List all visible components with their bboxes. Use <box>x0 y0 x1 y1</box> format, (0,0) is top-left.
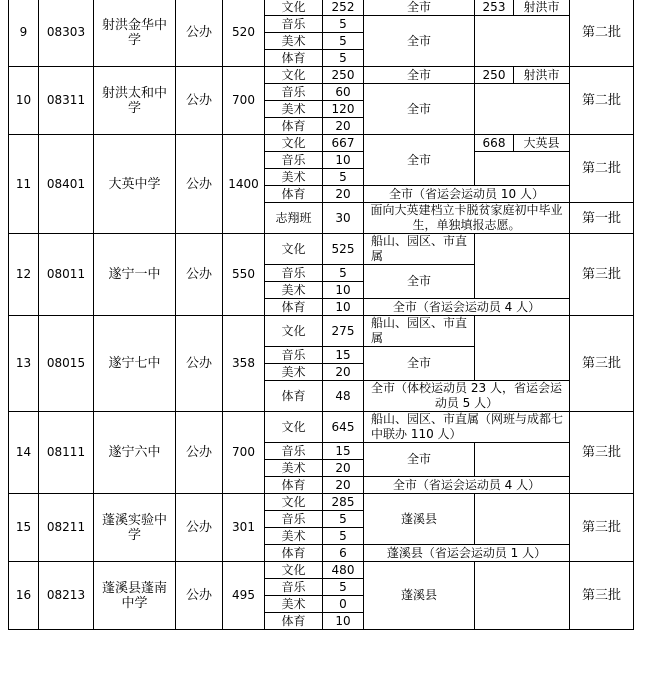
code-cell: 08111 <box>39 412 94 494</box>
quota-count-cell: 253 <box>475 0 514 16</box>
quota-cell <box>475 16 570 67</box>
count-cell: 10 <box>323 299 364 316</box>
batch-cell: 第三批 <box>570 494 634 562</box>
count-cell: 275 <box>323 316 364 347</box>
batch-cell: 第二批 <box>570 67 634 135</box>
count-cell: 15 <box>323 347 364 364</box>
school-type-cell: 公办 <box>176 234 223 316</box>
subject-cell: 音乐 <box>265 579 323 596</box>
batch-cell: 第二批 <box>570 0 634 67</box>
total-quota-cell: 520 <box>223 0 265 67</box>
count-cell: 250 <box>323 67 364 84</box>
table-row <box>9 67 634 84</box>
total-quota-cell: 495 <box>223 562 265 630</box>
subject-cell: 文化 <box>265 135 323 152</box>
subject-cell: 体育 <box>265 381 323 412</box>
count-cell: 252 <box>323 0 364 16</box>
school-type-cell: 公办 <box>176 316 223 412</box>
count-cell: 20 <box>323 118 364 135</box>
scope-cell: 船山、园区、市直属 <box>364 234 475 265</box>
batch-cell: 第三批 <box>570 316 634 412</box>
total-quota-cell: 700 <box>223 67 265 135</box>
scope-cell: 全市（省运会运动员 10 人） <box>364 186 570 203</box>
code-cell: 08211 <box>39 494 94 562</box>
count-cell: 5 <box>323 16 364 33</box>
scope-cell: 全市 <box>364 265 475 299</box>
table-row <box>9 562 634 579</box>
batch-cell: 第三批 <box>570 412 634 494</box>
subject-cell: 音乐 <box>265 84 323 101</box>
scope-cell: 全市 <box>364 16 475 67</box>
table-row <box>9 494 634 511</box>
school-name-cell: 蓬溪县蓬南中学 <box>94 562 176 630</box>
subject-cell: 音乐 <box>265 16 323 33</box>
quota-region-cell: 大英县 <box>514 135 570 152</box>
seq-cell: 10 <box>9 67 39 135</box>
count-cell: 5 <box>323 528 364 545</box>
total-quota-cell: 358 <box>223 316 265 412</box>
count-cell: 285 <box>323 494 364 511</box>
quota-count-cell: 668 <box>475 135 514 152</box>
subject-cell: 音乐 <box>265 265 323 282</box>
seq-cell: 13 <box>9 316 39 412</box>
quota-cell <box>475 234 570 299</box>
subject-cell: 体育 <box>265 186 323 203</box>
count-cell: 20 <box>323 460 364 477</box>
subject-cell: 美术 <box>265 364 323 381</box>
scope-cell: 蓬溪县 <box>364 494 475 545</box>
count-cell: 645 <box>323 412 364 443</box>
quota-region-cell: 射洪市 <box>514 67 570 84</box>
count-cell: 20 <box>323 186 364 203</box>
quota-cell <box>475 562 570 630</box>
seq-cell: 11 <box>9 135 39 234</box>
school-name-cell: 遂宁六中 <box>94 412 176 494</box>
batch-cell: 第二批 <box>570 135 634 203</box>
count-cell: 5 <box>323 579 364 596</box>
school-type-cell: 公办 <box>176 412 223 494</box>
seq-cell: 15 <box>9 494 39 562</box>
table-row <box>9 135 634 152</box>
quota-cell <box>475 84 570 135</box>
count-cell: 120 <box>323 101 364 118</box>
subject-cell: 文化 <box>265 0 323 16</box>
batch-cell: 第三批 <box>570 234 634 316</box>
count-cell: 20 <box>323 477 364 494</box>
quota-cell <box>475 443 570 477</box>
scope-cell: 面向大英建档立卡脱贫家庭初中毕业生，单独填报志愿。 <box>364 203 570 234</box>
count-cell: 30 <box>323 203 364 234</box>
subject-cell: 文化 <box>265 67 323 84</box>
school-name-cell: 遂宁一中 <box>94 234 176 316</box>
code-cell: 08401 <box>39 135 94 234</box>
scope-cell: 全市（省运会运动员 4 人） <box>364 299 570 316</box>
batch-cell: 第一批 <box>570 203 634 234</box>
subject-cell: 美术 <box>265 33 323 50</box>
school-type-cell: 公办 <box>176 562 223 630</box>
count-cell: 20 <box>323 364 364 381</box>
subject-cell: 音乐 <box>265 347 323 364</box>
school-name-cell: 遂宁七中 <box>94 316 176 412</box>
table-row <box>9 0 634 16</box>
count-cell: 5 <box>323 33 364 50</box>
subject-cell: 体育 <box>265 545 323 562</box>
code-cell: 08213 <box>39 562 94 630</box>
school-type-cell: 公办 <box>176 494 223 562</box>
subject-cell: 音乐 <box>265 152 323 169</box>
seq-cell: 14 <box>9 412 39 494</box>
quota-count-cell: 250 <box>475 67 514 84</box>
school-name-cell: 蓬溪实验中学 <box>94 494 176 562</box>
count-cell: 48 <box>323 381 364 412</box>
subject-cell: 美术 <box>265 460 323 477</box>
school-type-cell: 公办 <box>176 67 223 135</box>
batch-cell: 第三批 <box>570 562 634 630</box>
subject-cell: 文化 <box>265 494 323 511</box>
subject-cell: 美术 <box>265 101 323 118</box>
school-name-cell: 大英中学 <box>94 135 176 234</box>
school-type-cell: 公办 <box>176 135 223 234</box>
code-cell: 08303 <box>39 0 94 67</box>
count-cell: 10 <box>323 613 364 630</box>
quota-cell <box>475 316 570 381</box>
scope-cell: 船山、园区、市直属（网班与成都七中联办 110 人） <box>364 412 570 443</box>
count-cell: 525 <box>323 234 364 265</box>
seq-cell: 12 <box>9 234 39 316</box>
subject-cell: 文化 <box>265 412 323 443</box>
scope-cell: 蓬溪县（省运会运动员 1 人） <box>364 545 570 562</box>
count-cell: 10 <box>323 152 364 169</box>
count-cell: 60 <box>323 84 364 101</box>
total-quota-cell: 301 <box>223 494 265 562</box>
subject-cell: 体育 <box>265 118 323 135</box>
count-cell: 5 <box>323 169 364 186</box>
code-cell: 08011 <box>39 234 94 316</box>
count-cell: 480 <box>323 562 364 579</box>
total-quota-cell: 700 <box>223 412 265 494</box>
count-cell: 667 <box>323 135 364 152</box>
count-cell: 0 <box>323 596 364 613</box>
code-cell: 08311 <box>39 67 94 135</box>
quota-cell <box>475 494 570 545</box>
count-cell: 5 <box>323 511 364 528</box>
subject-cell: 文化 <box>265 316 323 347</box>
seq-cell: 9 <box>9 0 39 67</box>
enrollment-plan-table <box>8 0 634 630</box>
scope-cell: 全市 <box>364 135 475 186</box>
subject-cell: 美术 <box>265 528 323 545</box>
subject-cell: 体育 <box>265 299 323 316</box>
subject-cell: 体育 <box>265 477 323 494</box>
scope-cell: 蓬溪县 <box>364 562 475 630</box>
count-cell: 15 <box>323 443 364 460</box>
subject-cell: 美术 <box>265 169 323 186</box>
scope-cell: 全市（省运会运动员 4 人） <box>364 477 570 494</box>
scope-cell: 全市 <box>364 84 475 135</box>
subject-cell: 志翔班 <box>265 203 323 234</box>
subject-cell: 音乐 <box>265 443 323 460</box>
count-cell: 6 <box>323 545 364 562</box>
seq-cell: 16 <box>9 562 39 630</box>
subject-cell: 文化 <box>265 562 323 579</box>
subject-cell: 美术 <box>265 282 323 299</box>
scope-cell: 全市 <box>364 67 475 84</box>
scope-cell: 全市 <box>364 0 475 16</box>
subject-cell: 文化 <box>265 234 323 265</box>
scope-cell: 船山、园区、市直属 <box>364 316 475 347</box>
count-cell: 5 <box>323 265 364 282</box>
quota-region-cell: 射洪市 <box>514 0 570 16</box>
scope-cell: 全市（体校运动员 23 人，省运会运动员 5 人） <box>364 381 570 412</box>
school-name-cell: 射洪太和中学 <box>94 67 176 135</box>
quota-cell <box>475 152 570 186</box>
scope-cell: 全市 <box>364 443 475 477</box>
count-cell: 5 <box>323 50 364 67</box>
subject-cell: 体育 <box>265 50 323 67</box>
code-cell: 08015 <box>39 316 94 412</box>
subject-cell: 美术 <box>265 596 323 613</box>
count-cell: 10 <box>323 282 364 299</box>
total-quota-cell: 1400 <box>223 135 265 234</box>
total-quota-cell: 550 <box>223 234 265 316</box>
school-type-cell: 公办 <box>176 0 223 67</box>
subject-cell: 音乐 <box>265 511 323 528</box>
scope-cell: 全市 <box>364 347 475 381</box>
subject-cell: 体育 <box>265 613 323 630</box>
school-name-cell: 射洪金华中学 <box>94 0 176 67</box>
